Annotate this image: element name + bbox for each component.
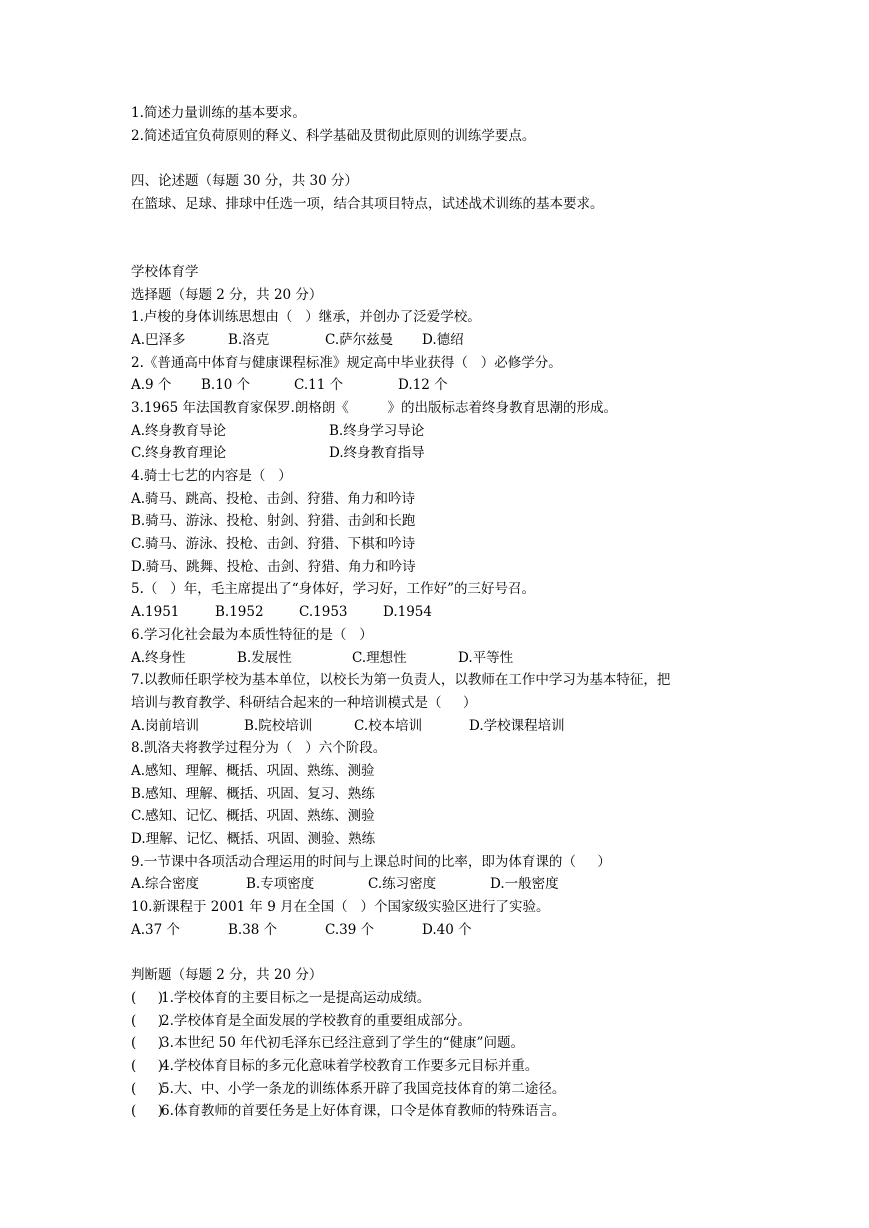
option: D.12 个 [398,377,448,394]
option: A.终身教育导论 [131,422,227,439]
option: B.38 个 [228,921,278,938]
options-row [131,442,751,465]
option: B.终身学习导论 [329,422,425,439]
option: A.37 个 [131,921,181,938]
options-row [131,601,751,624]
option: B.专项密度 [246,876,315,893]
option: B.10 个 [201,377,251,394]
option: A.巴泽多 [131,331,186,348]
option: A.综合密度 [131,876,200,893]
question-text: 6.学习化社会最为本质性特征的是（ ） [131,626,373,643]
judge-item [131,1100,751,1123]
option: B.发展性 [237,649,292,666]
options-row [131,715,751,738]
answer-blank: ( ) [131,1057,163,1074]
answer-blank: ( ) [131,1035,163,1052]
option: D.德绍 [422,331,464,348]
question-text: 4.骑士七艺的内容是（ ） [131,468,292,484]
option: D.学校课程培训 [469,717,565,734]
judge-text: 6.体育教师的首要任务是上好体育课，口令是体育教师的特殊语言。 [161,1103,566,1120]
question-text: 10.新课程于 2001 年 9 月在全国（ ）个国家级实验区进行了实验。 [131,899,550,916]
option: C.骑马、游泳、投枪、击剑、狩猎、下棋和吟诗 [131,536,416,553]
option: D.一般密度 [490,876,559,893]
option: C.校本培训 [354,717,423,734]
judge-text: 2.学校体育是全面发展的学校教育的重要组成部分。 [161,1012,471,1029]
section-header: 选择题（每题 2 分，共 20 分） [131,286,323,303]
judge-item [131,987,751,1010]
question-text: 在篮球、足球、排球中任选一项，结合其项目特点，试述战术训练的基本要求。 [131,195,604,212]
answer-blank: ( ) [131,1012,163,1029]
option: C.感知、记忆、概括、巩固、熟练、测验 [131,808,375,825]
spacer [131,147,751,170]
judge-item [131,1010,751,1033]
answer-blank: ( ) [131,1103,163,1120]
options-row [131,647,751,670]
spacer [131,941,751,964]
question-text: 1.简述力量训练的基本要求。 [131,105,306,121]
option: A.岗前培训 [131,717,200,734]
option: D.终身教育指导 [329,445,425,462]
section-header: 判断题（每题 2 分，共 20 分） [131,967,323,984]
option: C.39 个 [325,921,375,938]
option: D.理解、记忆、概括、巩固、测验、熟练 [131,831,376,847]
judge-item [131,1032,751,1055]
spacer [131,238,751,261]
option: B.1952 [215,604,264,621]
option: A.骑马、跳高、投枪、击剑、狩猎、角力和吟诗 [131,490,416,507]
option: D.40 个 [422,921,472,938]
question-text: 3.1965 年法国教育家保罗.朗格朗《 》的出版标志着终身教育思潮的形成。 [131,399,617,416]
option: B.骑马、游泳、投枪、射剑、狩猎、击剑和长跑 [131,513,416,530]
judge-item [131,1078,751,1101]
question-text: 5.（ ）年，毛主席提出了“身体好，学习好，工作好”的三好号召。 [131,581,536,598]
judge-text: 1.学校体育的主要目标之一是提高运动成绩。 [161,989,431,1006]
options-row [131,374,751,397]
option: B.院校培训 [244,717,313,734]
question-text: 2.《普通高中体育与健康课程标准》规定高中毕业获得（ ）必修学分。 [131,354,562,371]
question-text: 1.卢梭的身体训练思想由（ ）继承，并创办了泛爱学校。 [131,309,481,326]
question-text: 培训与教育教学、科研结合起来的一种培训模式是（ ） [131,694,477,711]
options-row [131,329,751,352]
spacer [131,215,751,238]
option: C.练习密度 [368,876,437,893]
option: B.感知、理解、概括、巩固、复习、熟练 [131,785,375,802]
answer-blank: ( ) [131,989,163,1006]
judge-item [131,1055,751,1078]
section-header: 四、论述题（每题 30 分，共 30 分） [131,173,359,190]
option: A.1951 [131,604,180,621]
option: D.1954 [383,604,432,621]
answer-blank: ( ) [131,1080,163,1097]
section-title: 学校体育学 [131,263,199,280]
judge-text: 5.大、中、小学一条龙的训练体系开辟了我国竞技体育的第二途径。 [161,1080,566,1097]
option: C.理想性 [352,649,407,666]
question-text: 7.以教师任职学校为基本单位，以校长为第一负责人，以教师在工作中学习为基本特征，把 [131,672,671,689]
judge-text: 4.学校体育目标的多元化意味着学校教育工作要多元目标并重。 [161,1057,539,1074]
options-row [131,919,751,942]
judge-text: 3.本世纪 50 年代初毛泽东已经注意到了学生的“健康”问题。 [161,1035,524,1052]
question-text: 2.简述适宜负荷原则的释义、科学基础及贯彻此原则的训练学要点。 [131,127,536,144]
option: C.1953 [299,604,348,621]
options-row [131,873,751,896]
option: C.11 个 [294,377,344,394]
option: A.9 个 [131,377,172,394]
document-page [131,102,751,1123]
option: C.萨尔兹曼 [325,331,394,348]
option: A.终身性 [131,649,186,666]
question-text: 9.一节课中各项活动合理运用的时间与上课总时间的比率，即为体育课的（ ） [131,853,611,870]
option: D.平等性 [458,649,514,666]
options-row [131,420,751,443]
option: D.骑马、跳舞、投枪、击剑、狩猎、角力和吟诗 [131,558,416,575]
option: B.洛克 [228,331,270,348]
option: A.感知、理解、概括、巩固、熟练、测验 [131,762,375,779]
option: C.终身教育理论 [131,445,227,462]
question-text: 8.凯洛夫将教学过程分为（ ）六个阶段。 [131,740,387,757]
